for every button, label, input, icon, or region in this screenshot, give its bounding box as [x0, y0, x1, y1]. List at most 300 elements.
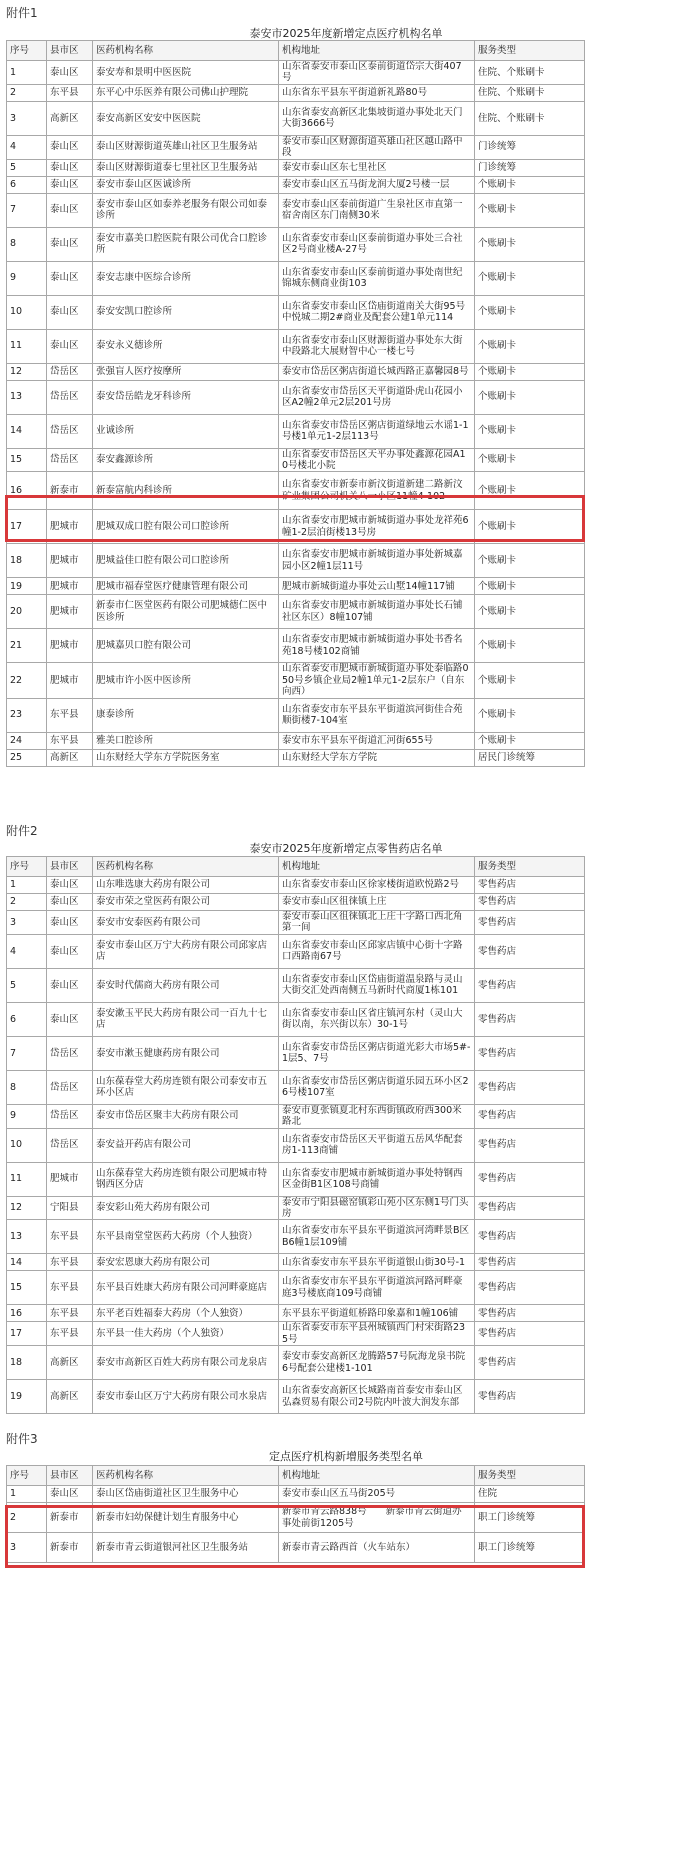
table-cell: 肥城益佳口腔有限公司口腔诊所 [93, 544, 279, 578]
table-cell: 新泰市妇幼保健计划生育服务中心 [93, 1503, 279, 1533]
table-cell: 15 [7, 448, 47, 472]
table-cell: 泰山区 [47, 329, 93, 363]
table-cell: 山东省泰安市岱岳区粥店街道乐园五环小区26号楼107室 [279, 1070, 475, 1104]
table-cell: 泰安市泰山区徂徕镇上庄 [279, 894, 475, 911]
table-cell: 零售药店 [475, 1162, 585, 1196]
table-cell: 康泰诊所 [93, 698, 279, 732]
table-cell: 泰安市高新区百姓大药房有限公司龙泉店 [93, 1346, 279, 1380]
table-cell: 1 [7, 877, 47, 894]
table-cell: 泰山区 [47, 261, 93, 295]
table-cell: 20 [7, 595, 47, 629]
column-header: 机构地址 [279, 1466, 475, 1486]
table-cell: 山东省泰安市肥城市新城街道办事处特钢西区金街B1区108号商铺 [279, 1162, 475, 1196]
table-cell: 高新区 [47, 749, 93, 766]
table-cell: 6 [7, 1002, 47, 1036]
table-cell: 零售药店 [475, 1254, 585, 1271]
table-cell: 零售药店 [475, 1346, 585, 1380]
table-cell: 雅美口腔诊所 [93, 732, 279, 749]
table-cell: 13 [7, 1220, 47, 1254]
table-cell: 泰安市泰山区财源街道英雄山社区越山路中段 [279, 135, 475, 159]
table-cell: 零售药店 [475, 894, 585, 911]
table-cell: 个账刷卡 [475, 193, 585, 227]
table-cell: 9 [7, 261, 47, 295]
table-cell: 住院 [475, 1486, 585, 1503]
table-cell: 个账刷卡 [475, 698, 585, 732]
table-cell: 山东省泰安市肥城市新城街道办事处长石铺社区东区）8幢107铺 [279, 595, 475, 629]
table-cell: 肥城市新城街道办事处云山墅14幢117铺 [279, 578, 475, 595]
table-cell: 零售药店 [475, 1196, 585, 1220]
table-cell: 8 [7, 1070, 47, 1104]
table-row [7, 329, 585, 363]
table-cell: 新泰市青云街道银河社区卫生服务站 [93, 1533, 279, 1563]
table-row [7, 1128, 585, 1162]
table-row [7, 1162, 585, 1196]
column-header: 县市区 [47, 1466, 93, 1486]
table-cell: 山东省泰安市岱岳区粥店街道光彩大市场5#-1层5、7号 [279, 1036, 475, 1070]
table-cell: 16 [7, 472, 47, 510]
table-row [7, 894, 585, 911]
column-header: 机构地址 [279, 41, 475, 61]
table-cell: 8 [7, 227, 47, 261]
table-cell: 零售药店 [475, 1380, 585, 1414]
table-cell: 肥城市福春堂医疗健康管理有限公司 [93, 578, 279, 595]
table-cell: 肥城嘉贝口腔有限公司 [93, 629, 279, 663]
table-cell: 山东葆春堂大药房连锁有限公司泰安市五环小区店 [93, 1070, 279, 1104]
table-cell: 2 [7, 894, 47, 911]
table-cell: 山东省泰安市肥城市新城街道办事处书香名苑18号楼102商铺 [279, 629, 475, 663]
table-cell: 业诚诊所 [93, 414, 279, 448]
appendix1-label: 附件1 [6, 6, 38, 20]
table-cell: 肥城市许小医中医诊所 [93, 663, 279, 698]
table-cell: 泰安市泰山区万宁大药房有限公司水泉店 [93, 1380, 279, 1414]
table-cell: 高新区 [47, 1346, 93, 1380]
table-cell: 泰山区 [47, 176, 93, 193]
table-cell: 新泰富航内科诊所 [93, 472, 279, 510]
table-cell: 东平县 [47, 698, 93, 732]
table-cell: 泰安市荣之堂医药有限公司 [93, 894, 279, 911]
table-cell: 泰安市漱玉健康药房有限公司 [93, 1036, 279, 1070]
table-cell: 东平县 [47, 1220, 93, 1254]
table-cell: 住院、个账刷卡 [475, 84, 585, 101]
table-cell: 泰安鑫源诊所 [93, 448, 279, 472]
table-row [7, 295, 585, 329]
table-cell: 山东省泰安市岱岳区天平办事处鑫源花园A10号楼北小院 [279, 448, 475, 472]
table-cell: 零售药店 [475, 934, 585, 968]
table-cell: 零售药店 [475, 877, 585, 894]
table-header-row [7, 857, 585, 877]
table-row [7, 159, 585, 176]
table-cell: 山东省泰安市泰山区财源街道办事处东大街中段路北大展财智中心一楼七号 [279, 329, 475, 363]
table-cell: 个账刷卡 [475, 544, 585, 578]
table-cell: 山东唯选康大药房有限公司 [93, 877, 279, 894]
table-cell: 岱岳区 [47, 1070, 93, 1104]
table-row [7, 1220, 585, 1254]
table-cell: 19 [7, 578, 47, 595]
table-row [7, 1503, 585, 1533]
appendix2-title: 泰安市2025年度新增定点零售药店名单 [249, 842, 443, 855]
table-cell: 10 [7, 295, 47, 329]
table-cell: 5 [7, 159, 47, 176]
table-cell: 住院、个账刷卡 [475, 101, 585, 135]
table-cell: 零售药店 [475, 911, 585, 935]
table-row [7, 698, 585, 732]
table-row [7, 1486, 585, 1503]
table-cell: 17 [7, 1322, 47, 1346]
table-cell: 山东省泰安市岱岳区粥店街道绿地云水谣1-1号楼1单元1-2层113号 [279, 414, 475, 448]
table-cell: 职工门诊统筹 [475, 1533, 585, 1563]
table-cell: 泰山区 [47, 894, 93, 911]
table-cell: 山东葆春堂大药房连锁有限公司肥城市特钢西区分店 [93, 1162, 279, 1196]
table-cell: 泰山区 [47, 295, 93, 329]
table-cell: 零售药店 [475, 1002, 585, 1036]
table-cell: 肥城市 [47, 510, 93, 544]
table-cell: 肥城市 [47, 595, 93, 629]
table-cell: 个账刷卡 [475, 578, 585, 595]
table-cell: 13 [7, 380, 47, 414]
table-row [7, 1305, 585, 1322]
table-cell: 山东省泰安市东平县州城镇西门村宋街路235号 [279, 1322, 475, 1346]
table-cell: 个账刷卡 [475, 176, 585, 193]
table-cell: 个账刷卡 [475, 663, 585, 698]
table-cell: 新泰市 [47, 472, 93, 510]
table-cell: 张强盲人医疗按摩所 [93, 363, 279, 380]
table-cell: 4 [7, 934, 47, 968]
table-cell: 12 [7, 363, 47, 380]
table-cell: 新泰市仁医堂医药有限公司肥城德仁医中医诊所 [93, 595, 279, 629]
table-cell: 泰安高新区安安中医医院 [93, 101, 279, 135]
table-cell: 泰安市泰山区五马街205号 [279, 1486, 475, 1503]
appendix2-table [6, 856, 585, 1414]
table-cell: 泰山区 [47, 877, 93, 894]
table-cell: 泰安益开药店有限公司 [93, 1128, 279, 1162]
table-row [7, 629, 585, 663]
table-cell: 岱岳区 [47, 1036, 93, 1070]
column-header: 机构地址 [279, 857, 475, 877]
table-cell: 高新区 [47, 1380, 93, 1414]
table-cell: 零售药店 [475, 1271, 585, 1305]
table-cell: 泰山区财源街道英雄山社区卫生服务站 [93, 135, 279, 159]
table-row [7, 578, 585, 595]
table-row [7, 1196, 585, 1220]
table-cell: 泰安市安泰医药有限公司 [93, 911, 279, 935]
table-cell: 山东省泰安市泰山区省庄镇河东村（灵山大街以南，东兴街以东）30-1号 [279, 1002, 475, 1036]
table-cell: 山东省泰安市岱岳区天平街道卧虎山花园小区A2幢2单元2层201号房 [279, 380, 475, 414]
table-cell: 住院、个账刷卡 [475, 61, 585, 85]
table-row [7, 61, 585, 85]
table-cell: 肥城双成口腔有限公司口腔诊所 [93, 510, 279, 544]
column-header: 序号 [7, 41, 47, 61]
table-row [7, 968, 585, 1002]
table-cell: 岱岳区 [47, 380, 93, 414]
table-cell: 岱岳区 [47, 414, 93, 448]
table-cell: 东平县 [47, 1271, 93, 1305]
table-cell: 肥城市 [47, 663, 93, 698]
table-cell: 东平县东平街道虹桥路印象嘉和1幢106铺 [279, 1305, 475, 1322]
table-cell: 泰安市泰山区医诚诊所 [93, 176, 279, 193]
table-header-row [7, 41, 585, 61]
table-cell: 个账刷卡 [475, 472, 585, 510]
table-cell: 个账刷卡 [475, 414, 585, 448]
table-row [7, 84, 585, 101]
table-cell: 14 [7, 1254, 47, 1271]
table-cell: 宁阳县 [47, 1196, 93, 1220]
table-cell: 泰山区 [47, 1002, 93, 1036]
table-cell: 东平县 [47, 732, 93, 749]
table-cell: 22 [7, 663, 47, 698]
table-cell: 泰安安凯口腔诊所 [93, 295, 279, 329]
table-cell: 个账刷卡 [475, 295, 585, 329]
table-cell: 山东省泰安高新区长城路南首泰安市泰山区弘森贸易有限公司2号院内叶波大润发东部 [279, 1380, 475, 1414]
table-cell: 5 [7, 968, 47, 1002]
table-cell: 职工门诊统筹 [475, 1503, 585, 1533]
table-cell: 泰山区 [47, 193, 93, 227]
table-cell: 泰安市夏张镇夏北村东西街镇政府西300米路北 [279, 1104, 475, 1128]
table-row [7, 1346, 585, 1380]
table-cell: 山东省泰安市泰山区泰前街道办事处南世纪锦城东侧商业街103 [279, 261, 475, 295]
table-cell: 零售药店 [475, 1128, 585, 1162]
column-header: 医药机构名称 [93, 857, 279, 877]
table-cell: 17 [7, 510, 47, 544]
table-cell: 泰山区 [47, 135, 93, 159]
table-cell: 零售药店 [475, 968, 585, 1002]
table-cell: 山东省东平县东平街道新礼路80号 [279, 84, 475, 101]
table-cell: 山东省泰安市泰山区邱家店镇中心街十字路口西路南67号 [279, 934, 475, 968]
appendix1-table [6, 40, 585, 767]
table-cell: 18 [7, 1346, 47, 1380]
table-cell: 泰安彩山苑大药房有限公司 [93, 1196, 279, 1220]
table-cell: 泰安市泰山区泰前街道广生泉社区市直第一宿舍南区东门南侧30米 [279, 193, 475, 227]
table-cell: 零售药店 [475, 1070, 585, 1104]
table-cell: 11 [7, 329, 47, 363]
appendix2-label: 附件2 [6, 824, 38, 838]
table-cell: 山东省泰安市肥城市新城街道办事处泰临路050号乡镇企业局2幢1单元1-2层东户（自东向西） [279, 663, 475, 698]
table-cell: 泰山区 [47, 227, 93, 261]
table-cell: 新泰市青云路西首（火车站东） [279, 1533, 475, 1563]
table-row [7, 732, 585, 749]
table-cell: 岱岳区 [47, 448, 93, 472]
table-cell: 23 [7, 698, 47, 732]
table-cell: 山东省泰安市泰山区泰前街道岱宗大街407号 [279, 61, 475, 85]
table-cell: 山东省泰安市泰山区泰前街道办事处三合社区2号商业楼A-27号 [279, 227, 475, 261]
table-row [7, 911, 585, 935]
table-row [7, 135, 585, 159]
table-cell: 泰安志康中医综合诊所 [93, 261, 279, 295]
table-cell: 肥城市 [47, 578, 93, 595]
table-cell: 新泰市 [47, 1503, 93, 1533]
table-row [7, 1254, 585, 1271]
table-row [7, 101, 585, 135]
table-cell: 25 [7, 749, 47, 766]
table-cell: 肥城市 [47, 1162, 93, 1196]
table-cell: 泰安永义德诊所 [93, 329, 279, 363]
table-cell: 12 [7, 1196, 47, 1220]
table-cell: 泰山区 [47, 911, 93, 935]
table-row [7, 363, 585, 380]
table-cell: 个账刷卡 [475, 629, 585, 663]
table-cell: 山东省泰安市肥城市新城街道办事处龙祥苑6幢1-2层泊街楼13号房 [279, 510, 475, 544]
table-cell: 19 [7, 1380, 47, 1414]
table-cell: 15 [7, 1271, 47, 1305]
column-header: 序号 [7, 1466, 47, 1486]
table-cell: 泰安市泰山区东七里社区 [279, 159, 475, 176]
table-cell: 山东省泰安市肥城市新城街道办事处新城嘉园小区2幢1层11号 [279, 544, 475, 578]
table-cell: 21 [7, 629, 47, 663]
table-row [7, 227, 585, 261]
table-header-row [7, 1466, 585, 1486]
table-row [7, 663, 585, 698]
table-row [7, 934, 585, 968]
table-cell: 7 [7, 1036, 47, 1070]
table-cell: 岱岳区 [47, 363, 93, 380]
table-cell: 泰安市泰安高新区龙腾路57号阮海龙泉书院6号配套公建楼1-101 [279, 1346, 475, 1380]
table-cell: 东平县一佳大药房（个人独资） [93, 1322, 279, 1346]
table-cell: 9 [7, 1104, 47, 1128]
table-cell: 14 [7, 414, 47, 448]
table-cell: 岱岳区 [47, 1128, 93, 1162]
table-cell: 门诊统筹 [475, 159, 585, 176]
table-cell: 山东省泰安市泰山区徐家楼街道欧悦路2号 [279, 877, 475, 894]
table-cell: 泰山区 [47, 1486, 93, 1503]
table-cell: 3 [7, 101, 47, 135]
table-cell: 零售药店 [475, 1036, 585, 1070]
table-row [7, 1036, 585, 1070]
table-cell: 泰安市宁阳县磁窑镇彩山苑小区东侧1号门头房 [279, 1196, 475, 1220]
table-cell: 2 [7, 1503, 47, 1533]
column-header: 服务类型 [475, 41, 585, 61]
appendix3-label: 附件3 [6, 1432, 38, 1446]
table-cell: 山东省泰安市泰山区岱庙街道温泉路与灵山大街交汇处西南侧五马新时代商厦1栋101 [279, 968, 475, 1002]
appendix3-table [6, 1465, 585, 1563]
table-cell: 东平县南堂堂医药大药房（个人独资） [93, 1220, 279, 1254]
table-row [7, 1104, 585, 1128]
column-header: 医药机构名称 [93, 1466, 279, 1486]
table-cell: 泰山区 [47, 934, 93, 968]
table-cell: 山东省泰安市新泰市新汶街道新建二路新汶矿业集团公司机关八一小区11幢4-102 [279, 472, 475, 510]
table-cell: 3 [7, 1533, 47, 1563]
table-cell: 山东省泰安市东平县东平街道滨河街佳合苑顺街楼7-104室 [279, 698, 475, 732]
table-cell: 新泰市青云路838号 新泰市青云街道办事处前街1205号 [279, 1503, 475, 1533]
table-row [7, 1002, 585, 1036]
column-header: 服务类型 [475, 1466, 585, 1486]
table-cell: 1 [7, 1486, 47, 1503]
table-row [7, 1380, 585, 1414]
appendix1-title: 泰安市2025年度新增定点医疗机构名单 [249, 27, 443, 40]
table-cell: 个账刷卡 [475, 329, 585, 363]
table-cell: 个账刷卡 [475, 732, 585, 749]
table-cell: 东平老百姓福泰大药房（个人独资） [93, 1305, 279, 1322]
table-cell: 24 [7, 732, 47, 749]
table-cell: 岱岳区 [47, 1104, 93, 1128]
table-cell: 泰山区 [47, 968, 93, 1002]
table-row [7, 544, 585, 578]
table-cell: 高新区 [47, 101, 93, 135]
table-cell: 泰安寿和景明中医医院 [93, 61, 279, 85]
table-cell: 山东省泰安市泰山区岱庙街道南关大街95号中悦城二期2#商业及配套公建1单元114 [279, 295, 475, 329]
table-cell: 肥城市 [47, 544, 93, 578]
table-cell: 泰安市泰山区徂徕镇北上庄十字路口西北角第一间 [279, 911, 475, 935]
table-cell: 个账刷卡 [475, 595, 585, 629]
table-cell: 泰安时代儒商大药房有限公司 [93, 968, 279, 1002]
table-cell: 泰安市泰山区如泰养老服务有限公司如泰诊所 [93, 193, 279, 227]
table-row [7, 261, 585, 295]
table-row [7, 749, 585, 766]
table-row [7, 877, 585, 894]
table-cell: 零售药店 [475, 1305, 585, 1322]
table-cell: 山东省泰安高新区北集坡街道办事处北天门大街3666号 [279, 101, 475, 135]
table-cell: 泰安市泰山区五马街龙润大厦2号楼一层 [279, 176, 475, 193]
table-cell: 泰安漱玉平民大药房有限公司一百九十七店 [93, 1002, 279, 1036]
table-cell: 泰安市泰山区万宁大药房有限公司邱家店店 [93, 934, 279, 968]
table-cell: 零售药店 [475, 1322, 585, 1346]
table-cell: 山东财经大学东方学院医务室 [93, 749, 279, 766]
table-cell: 山东省泰安市岱岳区天平街道五岳风华配套房1-113商铺 [279, 1128, 475, 1162]
table-cell: 泰山区岱庙街道社区卫生服务中心 [93, 1486, 279, 1503]
table-cell: 零售药店 [475, 1104, 585, 1128]
table-cell: 东平县 [47, 1254, 93, 1271]
table-cell: 10 [7, 1128, 47, 1162]
table-cell: 个账刷卡 [475, 448, 585, 472]
table-cell: 零售药店 [475, 1220, 585, 1254]
table-row [7, 448, 585, 472]
column-header: 医药机构名称 [93, 41, 279, 61]
table-cell: 16 [7, 1305, 47, 1322]
table-cell: 山东省泰安市东平县东平街道银山街30号-1 [279, 1254, 475, 1271]
table-cell: 泰山区财源街道泰七里社区卫生服务站 [93, 159, 279, 176]
table-cell: 泰山区 [47, 159, 93, 176]
column-header: 县市区 [47, 857, 93, 877]
table-cell: 泰安市岱岳区聚丰大药房有限公司 [93, 1104, 279, 1128]
table-row [7, 510, 585, 544]
table-cell: 个账刷卡 [475, 363, 585, 380]
table-cell: 1 [7, 61, 47, 85]
table-cell: 东平县 [47, 1305, 93, 1322]
table-row [7, 1271, 585, 1305]
table-cell: 6 [7, 176, 47, 193]
column-header: 服务类型 [475, 857, 585, 877]
appendix3-title: 定点医疗机构新增服务类型名单 [269, 1450, 423, 1463]
table-row [7, 1322, 585, 1346]
table-cell: 泰安市岱岳区粥店街道长城西路正嘉馨园8号 [279, 363, 475, 380]
table-cell: 泰安市东平县东平街道汇河街655号 [279, 732, 475, 749]
table-cell: 11 [7, 1162, 47, 1196]
table-cell: 居民门诊统筹 [475, 749, 585, 766]
table-cell: 东平县 [47, 84, 93, 101]
table-cell: 个账刷卡 [475, 510, 585, 544]
table-cell: 3 [7, 911, 47, 935]
table-row [7, 380, 585, 414]
table-cell: 东平县百姓康大药房有限公司河畔豪庭店 [93, 1271, 279, 1305]
table-cell: 东平心中乐医养有限公司佛山护理院 [93, 84, 279, 101]
table-cell: 新泰市 [47, 1533, 93, 1563]
table-cell: 个账刷卡 [475, 380, 585, 414]
column-header: 县市区 [47, 41, 93, 61]
table-row [7, 1070, 585, 1104]
table-cell: 东平县 [47, 1322, 93, 1346]
table-cell: 个账刷卡 [475, 261, 585, 295]
table-cell: 门诊统筹 [475, 135, 585, 159]
table-cell: 泰安市嘉美口腔医院有限公司优合口腔诊所 [93, 227, 279, 261]
table-cell: 7 [7, 193, 47, 227]
table-row [7, 176, 585, 193]
table-row [7, 1533, 585, 1563]
table-row [7, 472, 585, 510]
table-cell: 4 [7, 135, 47, 159]
table-cell: 2 [7, 84, 47, 101]
table-cell: 肥城市 [47, 629, 93, 663]
table-cell: 山东财经大学东方学院 [279, 749, 475, 766]
table-cell: 泰山区 [47, 61, 93, 85]
table-row [7, 414, 585, 448]
